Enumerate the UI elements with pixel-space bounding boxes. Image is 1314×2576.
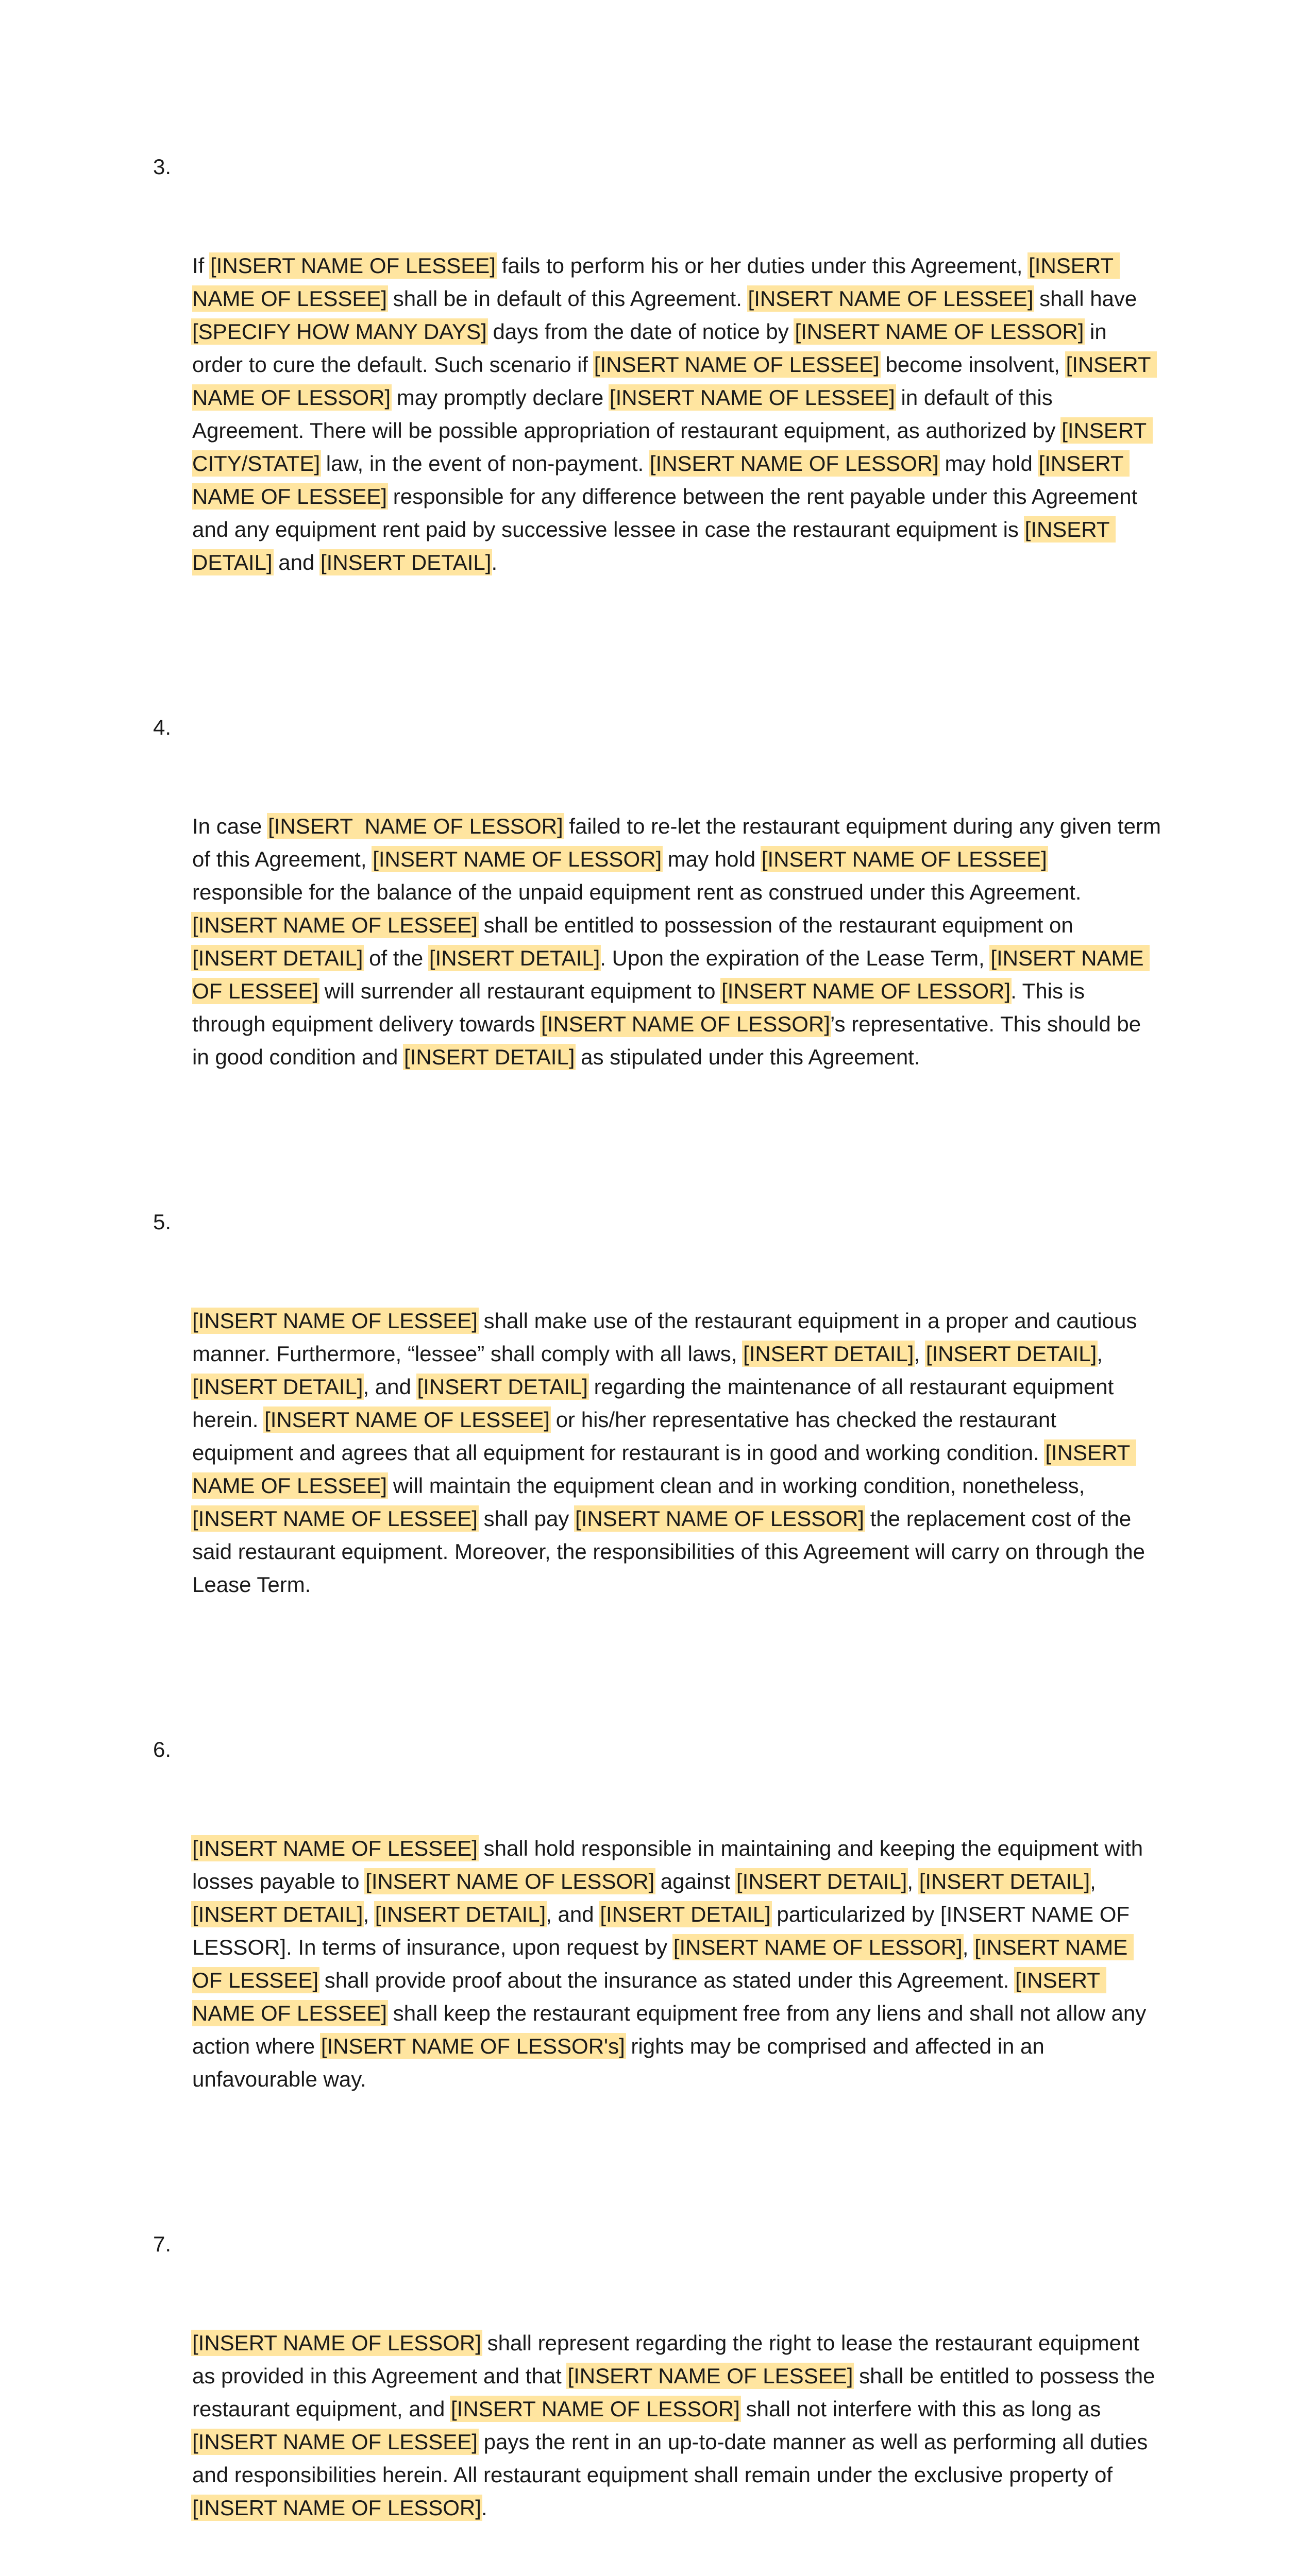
clause-text-run: days from the date of notice by [486,319,795,344]
clause-text [192,249,1163,579]
clause-text-run: in default of this Agreement. There will be possible appropriation of restaurant equipment, as authorized by [192,385,1062,443]
placeholder-highlight: [INSERT DETAIL] [919,1869,1090,1893]
clause-text-run: In case [192,814,268,838]
placeholder-highlight: [INSERT NAME OF LESSOR] [721,979,1011,1003]
placeholder-highlight: [INSERT DETAIL] [321,550,492,574]
clause-4 [153,711,1167,1140]
placeholder-highlight: [INSERT NAME OF LESSEE] [761,847,1047,871]
clause-text-run: . [491,550,498,574]
clause-text-run: may hold [938,451,1039,476]
placeholder-highlight: [INSERT NAME OF LESSOR] [365,1869,655,1893]
clause-7 [153,2228,1163,2576]
clause-text-run: shall not interfere with this as long as [739,2397,1107,2421]
placeholder-highlight: [INSERT NAME OF LESSOR] [795,319,1084,344]
clause-text-run: , [962,1935,975,1959]
clause-text-run: shall have [1033,286,1143,311]
placeholder-highlight: [INSERT NAME OF LESSEE] [192,913,478,937]
clause-text-run: shall be in default of this Agreement. [387,286,748,311]
placeholder-highlight: [INSERT NAME OF LESSOR] [575,1506,864,1531]
clause-text-run: shall make use of the restaurant equipment in a proper and cautious manner. Furthermore, “lessee” shall comply with all laws, [192,1309,1143,1366]
placeholder-highlight: [INSERT DETAIL] [736,1869,907,1893]
clause-text-run: responsible for the balance of the unpaid equipment rent as construed under this Agreement. [192,847,1088,904]
placeholder-highlight: [INSERT NAME OF LESSEE] [594,352,880,377]
clause-text-run: , [363,1902,375,1926]
clause-number: 5. [153,1210,172,1234]
placeholder-highlight: [INSERT NAME OF LESSOR] [673,1935,963,1959]
placeholder-highlight: [INSERT NAME OF LESSEE] [192,946,1150,1003]
clause-text-run: , [914,1342,926,1366]
clause-text-run: If [192,253,211,278]
clause-text-run: shall pay [477,1506,576,1531]
clause-text-run: particularized by [INSERT NAME OF LESSOR]. In terms of insurance, upon request by [192,1902,1136,1959]
clause-text-run: in order to cure the default. Such scenario if [192,319,1113,377]
placeholder-highlight: [INSERT DETAIL] [375,1902,546,1926]
clause-text-run: . Upon the expiration of the Lease Term, [600,946,991,970]
clause-text-run: , and [363,1375,417,1399]
placeholder-highlight: [INSERT DETAIL] [417,1375,588,1399]
placeholder-highlight: [INSERT NAME OF LESSEE] [192,1440,1136,1498]
placeholder-highlight: [INSERT NAME OF LESSEE] [264,1408,550,1432]
placeholder-highlight: [INSERT DETAIL] [600,1902,771,1926]
placeholder-highlight: [INSERT NAME OF LESSOR] [192,352,1157,410]
placeholder-highlight: [INSERT NAME OF LESSEE] [192,253,1120,311]
placeholder-highlight: [INSERT NAME OF LESSEE] [210,253,496,278]
placeholder-highlight: [INSERT NAME OF LESSOR's] [321,2034,625,2058]
clause-text-run: shall be entitled to possess the restaurant equipment, and [192,2364,1161,2421]
placeholder-highlight: [INSERT DETAIL] [429,946,600,970]
clause-text-run: shall represent regarding the right to lease the restaurant equipment as provided in this Agreement and that [192,2331,1145,2388]
clause-text-run: . This is through equipment delivery towards [192,979,1091,1036]
placeholder-highlight: [INSERT NAME OF LESSOR] [649,451,939,476]
clause-text-run: shall hold responsible in maintaining and keeping the equipment with losses payable to [192,1836,1149,1893]
clause-6 [153,1733,1163,2162]
placeholder-highlight: [INSERT NAME OF LESSOR] [192,2496,481,2520]
clause-3 [153,150,1163,645]
clause-text-run: as stipulated under this Agreement. [575,1045,920,1069]
placeholder-highlight: [INSERT NAME OF LESSEE] [192,2430,478,2454]
placeholder-highlight: [INSERT NAME OF LESSOR] [541,1012,830,1036]
placeholder-highlight: [INSERT DETAIL] [404,1045,575,1069]
placeholder-highlight: [INSERT DETAIL] [192,946,363,970]
placeholder-highlight: [INSERT NAME OF LESSEE] [192,1506,478,1531]
clause-text-run: become insolvent, [879,352,1066,377]
placeholder-highlight: [INSERT DETAIL] [192,517,1116,574]
clause-text-run: will maintain the equipment clean and in working condition, nonetheless, [387,1473,1091,1498]
clause-text-run: , [907,1869,919,1893]
placeholder-highlight: [INSERT NAME OF LESSOR] [192,2331,481,2355]
placeholder-highlight: [INSERT DETAIL] [192,1902,363,1926]
clause-text-run: ’s representative. This should be in good condition and [192,1012,1147,1069]
clause-text-run: pays the rent in an up-to-date manner as well as performing all duties and responsibilities herein. All restaurant equipment shall remain under the exclusive property of [192,2430,1154,2487]
clause-list [153,150,1167,2576]
clause-number: 6. [153,1737,172,1761]
clause-text-run: shall keep the restaurant equipment free from any liens and shall not allow any action where [192,2001,1152,2058]
clause-text-run: shall be entitled to possession of the restaurant equipment on [477,913,1080,937]
clause-text [192,2327,1163,2524]
clause-text-run: fails to perform his or her duties under this Agreement, [495,253,1029,278]
clause-text-run: , [1090,1869,1102,1893]
clause-text-run: regarding the maintenance of all restaurant equipment herein. [192,1375,1120,1432]
clause-text [192,1304,1163,1601]
clause-text-run: law, in the event of non-payment. [320,451,650,476]
placeholder-highlight: [INSERT NAME OF LESSEE] [192,451,1130,509]
clause-number: 7. [153,2232,172,2256]
clause-text-run: failed to re-let the restaurant equipment during any given term of this Agreement, [192,814,1167,871]
clause-text-run: and [272,550,321,574]
clause-text-run: against [654,1869,736,1893]
placeholder-highlight: [INSERT NAME OF LESSEE] [567,2364,853,2388]
placeholder-highlight: [INSERT NAME OF LESSOR] [451,2397,740,2421]
placeholder-highlight: [INSERT DETAIL] [192,1375,363,1399]
placeholder-highlight: [INSERT NAME OF LESSEE] [192,1935,1134,1992]
clause-number: 3. [153,155,172,179]
clause-text-run: the replacement cost of the said restaurant equipment. Moreover, the responsibilities of this Agreement will carry on through the Lease Term. [192,1506,1151,1597]
clause-text-run: of the [363,946,429,970]
placeholder-highlight: [INSERT NAME OF LESSEE] [748,286,1034,311]
placeholder-highlight: [INSERT NAME OF LESSOR] [268,814,563,838]
placeholder-highlight: [INSERT NAME OF LESSEE] [192,1309,478,1333]
placeholder-highlight: [INSERT NAME OF LESSEE] [192,1968,1106,2025]
clause-text-run: rights may be comprised and affected in an unfavourable way. [192,2034,1051,2091]
placeholder-highlight: [INSERT NAME OF LESSOR] [373,847,662,871]
clause-text-run: may hold [662,847,762,871]
clause-text-run: may promptly declare [391,385,610,410]
clause-number: 4. [153,715,172,739]
placeholder-highlight: [INSERT CITY/STATE] [192,418,1153,476]
clause-text [192,1832,1163,2096]
clause-text-run: . [481,2496,487,2520]
clause-5 [153,1206,1163,1667]
placeholder-highlight: [INSERT DETAIL] [743,1342,914,1366]
clause-text-run: responsible for any difference between the rent payable under this Agreement and any equipment rent paid by successive lessee in case the restaurant equipment is [192,484,1143,541]
placeholder-highlight: [INSERT DETAIL] [925,1342,1097,1366]
placeholder-highlight: [SPECIFY HOW MANY DAYS] [192,319,487,344]
clause-text-run: , [1097,1342,1109,1366]
clause-text-run: shall provide proof about the insurance as stated under this Agreement. [318,1968,1015,1992]
clause-text-run: , and [546,1902,600,1926]
clause-text-run: will surrender all restaurant equipment to [318,979,722,1003]
placeholder-highlight: [INSERT NAME OF LESSEE] [192,1836,478,1860]
clause-text [192,810,1167,1074]
clause-text-run: or his/her representative has checked the restaurant equipment and agrees that all equipment for restaurant is in good and working condition. [192,1408,1063,1465]
placeholder-highlight: [INSERT NAME OF LESSEE] [609,385,895,410]
